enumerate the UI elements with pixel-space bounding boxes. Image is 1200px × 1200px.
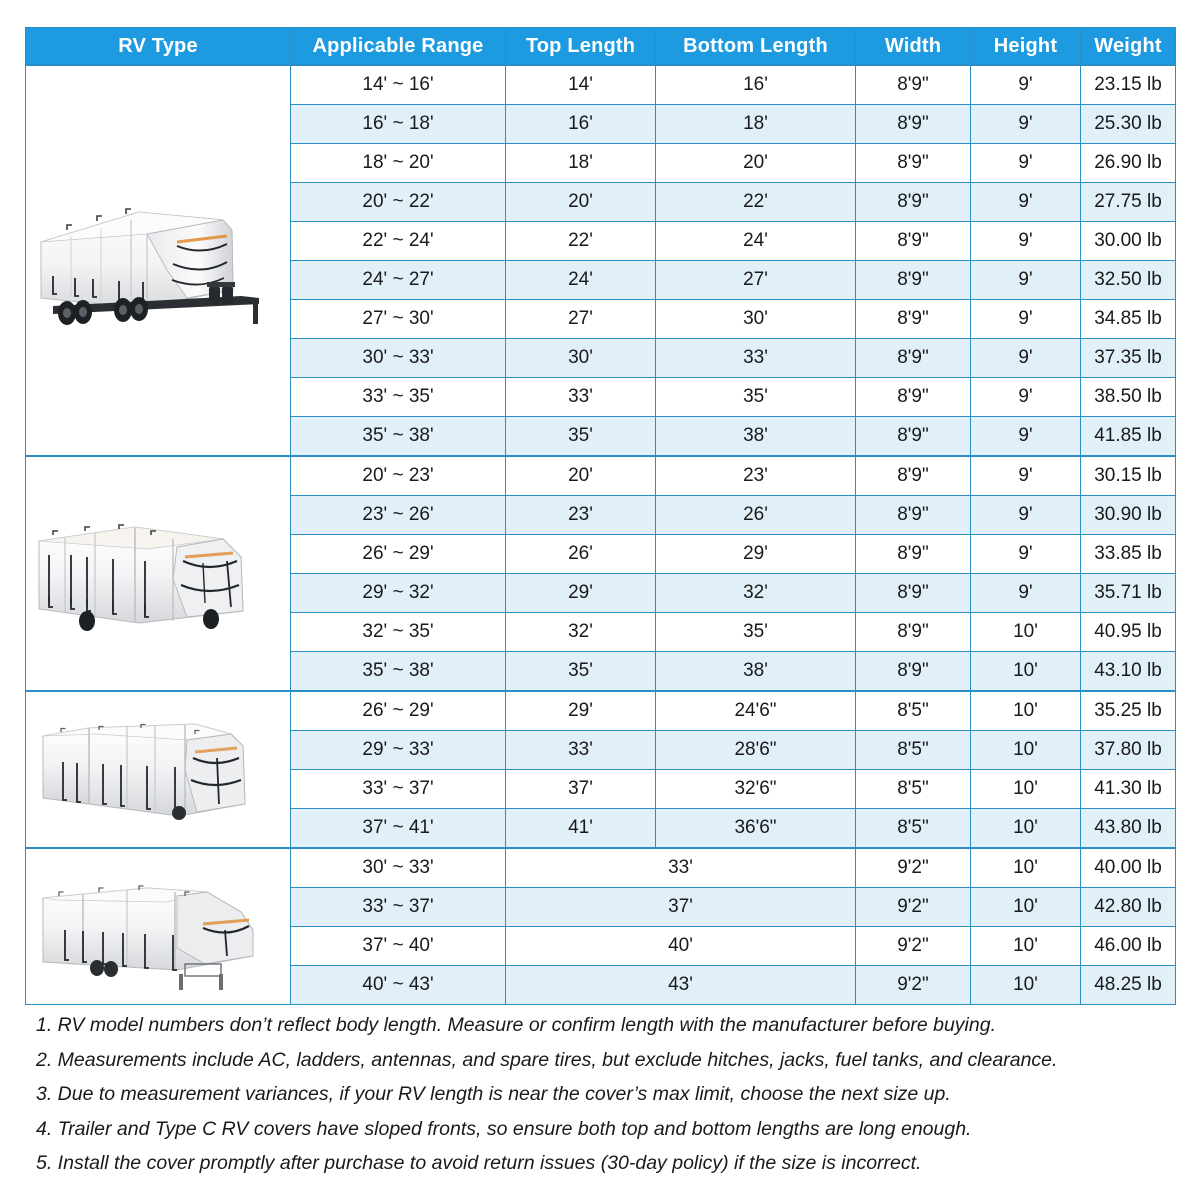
- cell-height: 10': [971, 731, 1081, 770]
- cell-height: 10': [971, 966, 1081, 1005]
- cell-height: 9': [971, 183, 1081, 222]
- cell-height: 9': [971, 65, 1081, 105]
- cell-range: 35' ~ 38': [291, 417, 506, 457]
- class-a-motorhome-rv-cover-icon: [27, 499, 289, 649]
- class-c-motorhome-rv-cover-icon: [27, 700, 289, 840]
- cell-height: 9': [971, 339, 1081, 378]
- cell-range: 22' ~ 24': [291, 222, 506, 261]
- cell-range: 29' ~ 32': [291, 574, 506, 613]
- cell-top: 41': [506, 809, 656, 849]
- cell-weight: 27.75 lb: [1081, 183, 1176, 222]
- cell-top: 20': [506, 456, 656, 496]
- cell-width: 8'5": [856, 731, 971, 770]
- cell-range: 33' ~ 37': [291, 888, 506, 927]
- cell-width: 8'9": [856, 183, 971, 222]
- rv-type-cell-class-c: [26, 691, 291, 848]
- cell-width: 8'9": [856, 613, 971, 652]
- cell-height: 9': [971, 300, 1081, 339]
- cell-range: 26' ~ 29': [291, 535, 506, 574]
- cell-width: 8'5": [856, 770, 971, 809]
- cell-width: 8'9": [856, 65, 971, 105]
- cell-bottom: 32'6": [656, 770, 856, 809]
- cell-range: 16' ~ 18': [291, 105, 506, 144]
- cell-height: 10': [971, 770, 1081, 809]
- cell-range: 30' ~ 33': [291, 848, 506, 888]
- footnotes: [36, 1016, 1176, 1189]
- cell-width: 8'9": [856, 261, 971, 300]
- cell-width: 8'9": [856, 535, 971, 574]
- cell-height: 9': [971, 261, 1081, 300]
- cell-width: 9'2": [856, 848, 971, 888]
- cell-height: 10': [971, 613, 1081, 652]
- cell-height: 10': [971, 652, 1081, 692]
- rv-size-table: [25, 27, 1176, 1005]
- cell-bottom: 36'6": [656, 809, 856, 849]
- column-header-weight: Weight: [1081, 28, 1176, 66]
- cell-top: 30': [506, 339, 656, 378]
- cell-top: 27': [506, 300, 656, 339]
- cell-height: 10': [971, 809, 1081, 849]
- cell-bottom: 23': [656, 456, 856, 496]
- cell-height: 9': [971, 535, 1081, 574]
- cell-width: 8'5": [856, 691, 971, 731]
- cell-width: 9'2": [856, 966, 971, 1005]
- cell-weight: 30.00 lb: [1081, 222, 1176, 261]
- cell-height: 9': [971, 496, 1081, 535]
- cell-weight: 23.15 lb: [1081, 65, 1176, 105]
- cell-weight: 42.80 lb: [1081, 888, 1176, 927]
- cell-range: 18' ~ 20': [291, 144, 506, 183]
- header-row: [26, 28, 1176, 66]
- cell-weight: 35.25 lb: [1081, 691, 1176, 731]
- cell-height: 9': [971, 144, 1081, 183]
- cell-weight: 35.71 lb: [1081, 574, 1176, 613]
- cell-width: 8'9": [856, 105, 971, 144]
- cell-width: 9'2": [856, 888, 971, 927]
- cell-weight: 34.85 lb: [1081, 300, 1176, 339]
- cell-bottom: 26': [656, 496, 856, 535]
- cell-range: 20' ~ 23': [291, 456, 506, 496]
- cell-height: 10': [971, 927, 1081, 966]
- column-header-applicable-range: Applicable Range: [291, 28, 506, 66]
- cell-weight: 26.90 lb: [1081, 144, 1176, 183]
- cell-weight: 46.00 lb: [1081, 927, 1176, 966]
- cell-top: 18': [506, 144, 656, 183]
- cell-bottom: 32': [656, 574, 856, 613]
- cell-range: 35' ~ 38': [291, 652, 506, 692]
- cell-height: 10': [971, 691, 1081, 731]
- footnote-3: 3. Due to measurement variances, if your RV length is near the cover’s max limit, choose the next size up.: [36, 1083, 951, 1105]
- cell-weight: 30.15 lb: [1081, 456, 1176, 496]
- table-row: [26, 456, 1176, 496]
- cell-range: 26' ~ 29': [291, 691, 506, 731]
- cell-width: 8'9": [856, 496, 971, 535]
- cell-top: 33': [506, 378, 656, 417]
- cell-height: 9': [971, 417, 1081, 457]
- cell-top: 20': [506, 183, 656, 222]
- cell-top: 23': [506, 496, 656, 535]
- cell-length: 37': [506, 888, 856, 927]
- cell-weight: 25.30 lb: [1081, 105, 1176, 144]
- cell-range: 37' ~ 40': [291, 927, 506, 966]
- cell-range: 27' ~ 30': [291, 300, 506, 339]
- cell-weight: 38.50 lb: [1081, 378, 1176, 417]
- table-row: [26, 848, 1176, 888]
- cell-bottom: 35': [656, 378, 856, 417]
- cell-width: 8'9": [856, 652, 971, 692]
- cell-range: 14' ~ 16': [291, 65, 506, 105]
- table-row: [26, 691, 1176, 731]
- cell-weight: 48.25 lb: [1081, 966, 1176, 1005]
- cell-range: 30' ~ 33': [291, 339, 506, 378]
- cell-weight: 41.85 lb: [1081, 417, 1176, 457]
- cell-width: 8'5": [856, 809, 971, 849]
- cell-range: 23' ~ 26': [291, 496, 506, 535]
- cell-height: 9': [971, 456, 1081, 496]
- cell-bottom: 20': [656, 144, 856, 183]
- cell-weight: 37.35 lb: [1081, 339, 1176, 378]
- cell-range: 20' ~ 22': [291, 183, 506, 222]
- cell-bottom: 38': [656, 417, 856, 457]
- cell-weight: 40.00 lb: [1081, 848, 1176, 888]
- footnote-1: 1. RV model numbers don’t reflect body length. Measure or confirm length with the manufacturer before buying.: [36, 1014, 996, 1036]
- cell-top: 35': [506, 417, 656, 457]
- footnote-4: 4. Trailer and Type C RV covers have sloped fronts, so ensure both top and bottom lengths are long enough.: [36, 1117, 972, 1140]
- rv-type-cell-class-a: [26, 456, 291, 691]
- cell-bottom: 35': [656, 613, 856, 652]
- cell-weight: 33.85 lb: [1081, 535, 1176, 574]
- cell-top: 16': [506, 105, 656, 144]
- cell-width: 8'9": [856, 378, 971, 417]
- column-header-bottom-length: Bottom Length: [656, 28, 856, 66]
- cell-width: 8'9": [856, 417, 971, 457]
- cell-width: 8'9": [856, 456, 971, 496]
- cell-height: 9': [971, 105, 1081, 144]
- cell-width: 8'9": [856, 144, 971, 183]
- cell-bottom: 29': [656, 535, 856, 574]
- cell-height: 9': [971, 222, 1081, 261]
- column-header-width: Width: [856, 28, 971, 66]
- rv-type-cell-travel-trailer: [26, 65, 291, 456]
- table-row: [26, 65, 1176, 105]
- cell-bottom: 22': [656, 183, 856, 222]
- cell-top: 14': [506, 65, 656, 105]
- cell-width: 9'2": [856, 927, 971, 966]
- cell-bottom: 30': [656, 300, 856, 339]
- cell-length: 33': [506, 848, 856, 888]
- cell-top: 32': [506, 613, 656, 652]
- cell-range: 40' ~ 43': [291, 966, 506, 1005]
- cell-top: 37': [506, 770, 656, 809]
- cell-bottom: 16': [656, 65, 856, 105]
- cell-range: 32' ~ 35': [291, 613, 506, 652]
- cell-top: 29': [506, 574, 656, 613]
- cell-bottom: 24': [656, 222, 856, 261]
- column-header-height: Height: [971, 28, 1081, 66]
- cell-height: 10': [971, 848, 1081, 888]
- cell-length: 43': [506, 966, 856, 1005]
- fifth-wheel-rv-cover-icon: [27, 852, 289, 1002]
- cell-bottom: 28'6": [656, 731, 856, 770]
- column-header-rv-type: RV Type: [26, 28, 291, 66]
- footnote-2: 2. Measurements include AC, ladders, antennas, and spare tires, but exclude hitches, jacks, fuel tanks, and clearance.: [36, 1048, 1058, 1071]
- cell-width: 8'9": [856, 300, 971, 339]
- cell-range: 33' ~ 35': [291, 378, 506, 417]
- rv-type-cell-fifth-wheel: [26, 848, 291, 1005]
- cell-bottom: 18': [656, 105, 856, 144]
- cell-range: 33' ~ 37': [291, 770, 506, 809]
- cell-height: 9': [971, 378, 1081, 417]
- cell-top: 24': [506, 261, 656, 300]
- travel-trailer-rv-cover-icon: [27, 186, 289, 336]
- table-header: [26, 28, 1176, 66]
- table-body: [26, 65, 1176, 1005]
- cell-width: 8'9": [856, 222, 971, 261]
- cell-weight: 32.50 lb: [1081, 261, 1176, 300]
- cell-bottom: 38': [656, 652, 856, 692]
- cell-top: 26': [506, 535, 656, 574]
- cell-width: 8'9": [856, 339, 971, 378]
- cell-weight: 40.95 lb: [1081, 613, 1176, 652]
- cell-top: 35': [506, 652, 656, 692]
- cell-height: 10': [971, 888, 1081, 927]
- cell-top: 29': [506, 691, 656, 731]
- column-header-top-length: Top Length: [506, 28, 656, 66]
- cell-weight: 43.10 lb: [1081, 652, 1176, 692]
- cell-width: 8'9": [856, 574, 971, 613]
- cell-bottom: 27': [656, 261, 856, 300]
- cell-range: 29' ~ 33': [291, 731, 506, 770]
- cell-top: 33': [506, 731, 656, 770]
- cell-weight: 41.30 lb: [1081, 770, 1176, 809]
- cell-length: 40': [506, 927, 856, 966]
- cell-bottom: 33': [656, 339, 856, 378]
- cell-weight: 30.90 lb: [1081, 496, 1176, 535]
- cell-weight: 37.80 lb: [1081, 731, 1176, 770]
- footnote-5: 5. Install the cover promptly after purchase to avoid return issues (30-day policy) if the size is incorrect.: [36, 1152, 922, 1174]
- cell-range: 37' ~ 41': [291, 809, 506, 849]
- cell-weight: 43.80 lb: [1081, 809, 1176, 849]
- cell-range: 24' ~ 27': [291, 261, 506, 300]
- cell-height: 9': [971, 574, 1081, 613]
- cell-bottom: 24'6": [656, 691, 856, 731]
- cell-top: 22': [506, 222, 656, 261]
